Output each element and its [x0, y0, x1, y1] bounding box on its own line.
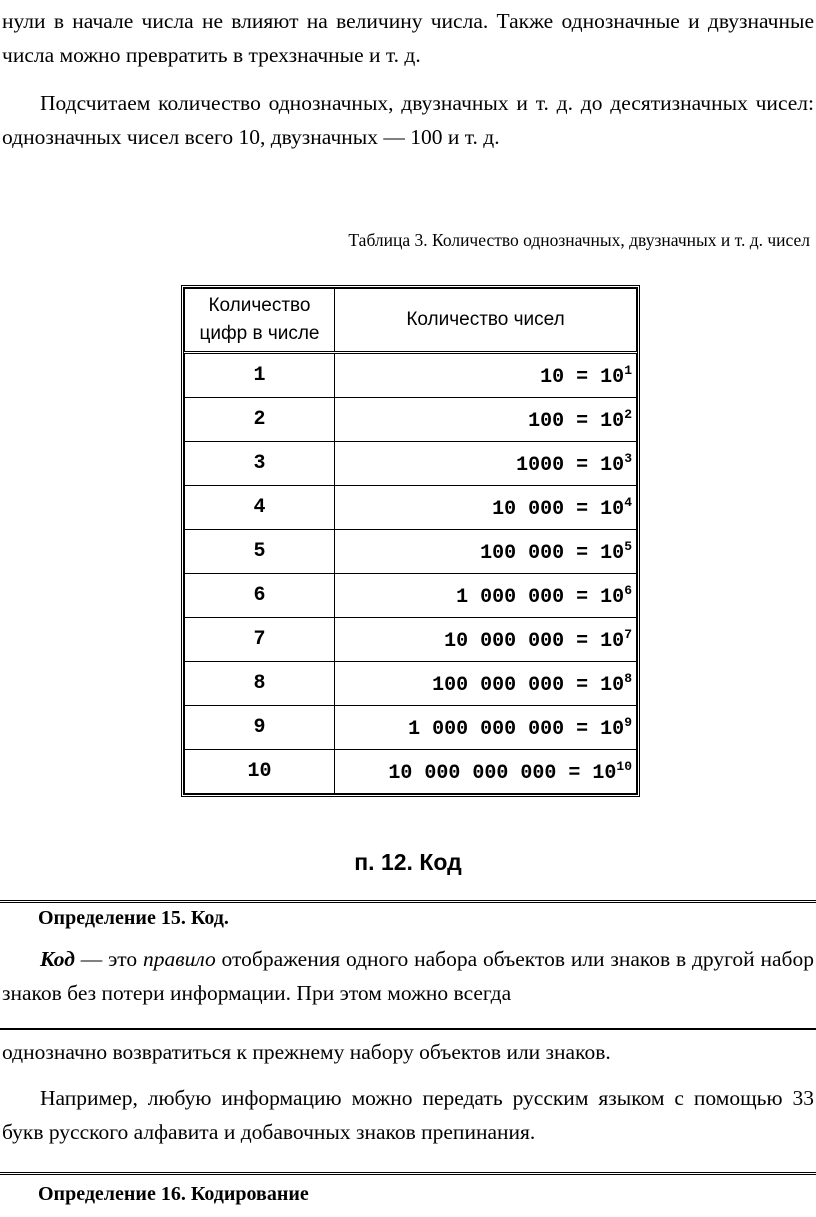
- count-exponent: 7: [624, 626, 632, 642]
- count-value: 100: [528, 409, 565, 433]
- digits-cell: 6: [185, 574, 335, 618]
- count-cell: 10 $000 = 10^4$: [335, 486, 637, 530]
- count-value: 10 000: [492, 497, 565, 521]
- count-value: 100 000 000: [432, 673, 565, 697]
- count-cell: $100 = 10^2$: [335, 398, 637, 442]
- definition-15-title: Определение 15. Код.: [38, 907, 229, 929]
- table-row: [185, 486, 637, 530]
- example-paragraph: Например, любую информацию можно передать русским языком с помощью 33 букв русского алфавита и добавочных знаков препинания.: [2, 1086, 814, 1144]
- table-body: [185, 353, 637, 794]
- table-row: [185, 574, 637, 618]
- digits-cell: 1: [185, 353, 335, 398]
- table-caption: Таблица 3. Количество однозначных, двузначных и т. д. чисел: [348, 230, 810, 250]
- count-cell: $1000 = 10^3$: [335, 442, 637, 486]
- table-row: [185, 442, 637, 486]
- definition-16-title: Определение 16. Кодирование: [38, 1183, 309, 1205]
- table-row: [185, 530, 637, 574]
- intro-paragraph-1: [2, 4, 814, 72]
- count-exponent: 3: [624, 450, 632, 466]
- header-count: Количество чисел: [335, 289, 637, 353]
- table-row: [185, 398, 637, 442]
- count-value: 1 000 000 000: [408, 717, 565, 741]
- digits-count-table: [181, 285, 640, 797]
- count-cell: 10 000 $000 = 10^7$: [335, 618, 637, 662]
- definition-15-term: Код: [40, 947, 75, 971]
- digits-cell: 3: [185, 442, 335, 486]
- count-exponent: 5: [624, 538, 632, 554]
- header-digits: Количество цифр в числе: [185, 289, 335, 353]
- digits-cell: 7: [185, 618, 335, 662]
- definition-15-body: [2, 942, 814, 1010]
- digits-cell: 2: [185, 398, 335, 442]
- count-value: 10 000 000: [444, 629, 565, 653]
- section-title: п. 12. Код: [354, 849, 462, 875]
- count-exponent: 8: [624, 670, 632, 686]
- digits-count-table-grid: [184, 288, 637, 794]
- definition-15-text: отображения одного набора объектов или знаков в другой набор знаков без потери информации. При этом можно всегда: [2, 947, 814, 1005]
- table-row: [185, 706, 637, 750]
- count-exponent: 10: [616, 758, 632, 774]
- definition-15-rule-word: правило: [142, 947, 216, 971]
- definition-15-top-rule: [0, 900, 816, 903]
- count-value: 1000: [516, 453, 565, 477]
- digits-cell: 5: [185, 530, 335, 574]
- count-value: 1 000 000: [456, 585, 565, 609]
- count-cell: 1 000 000 $000 = 10^9$: [335, 706, 637, 750]
- table-header-row: [185, 289, 637, 353]
- count-cell: 100 000 $000 = 10^8$: [335, 662, 637, 706]
- intro-paragraph-1-text: нули в начале числа не влияют на величину числа. Также однозначные и двузначные числа можно превратить в трехзначные и т. д.: [2, 9, 814, 67]
- count-exponent: 9: [624, 714, 632, 730]
- count-cell: $10 = 10^1$: [335, 353, 637, 398]
- count-exponent: 6: [624, 582, 632, 598]
- count-cell: 100 $000 = 10^5$: [335, 530, 637, 574]
- count-cell: 10 000 000 $000 = 10^{10}$: [335, 750, 637, 794]
- table-row: [185, 353, 637, 398]
- count-value: 100 000: [480, 541, 565, 565]
- count-value: 10 000 000 000: [388, 761, 557, 785]
- definition-15-dash: — это: [74, 947, 143, 971]
- count-exponent: 4: [624, 494, 632, 510]
- definition-15-continuation: однозначно возвратиться к прежнему набору объектов или знаков.: [2, 1040, 611, 1064]
- table-row: [185, 662, 637, 706]
- digits-cell: 9: [185, 706, 335, 750]
- intro-paragraph-2: Подсчитаем количество однозначных, двузначных и т. д. до десятизначных чисел: однозначных чисел всего 10, двузначных — 100 и т. д.: [2, 91, 814, 149]
- definition-16-top-rule: [0, 1172, 816, 1175]
- digits-cell: 10: [185, 750, 335, 794]
- count-exponent: 2: [624, 406, 632, 422]
- digits-cell: 4: [185, 486, 335, 530]
- count-cell: 1 000 $000 = 10^6$: [335, 574, 637, 618]
- table-row: [185, 618, 637, 662]
- count-exponent: 1: [624, 362, 632, 378]
- count-value: 10: [540, 365, 565, 389]
- definition-15-divider: [0, 1028, 816, 1030]
- digits-cell: 8: [185, 662, 335, 706]
- table-row: [185, 750, 637, 794]
